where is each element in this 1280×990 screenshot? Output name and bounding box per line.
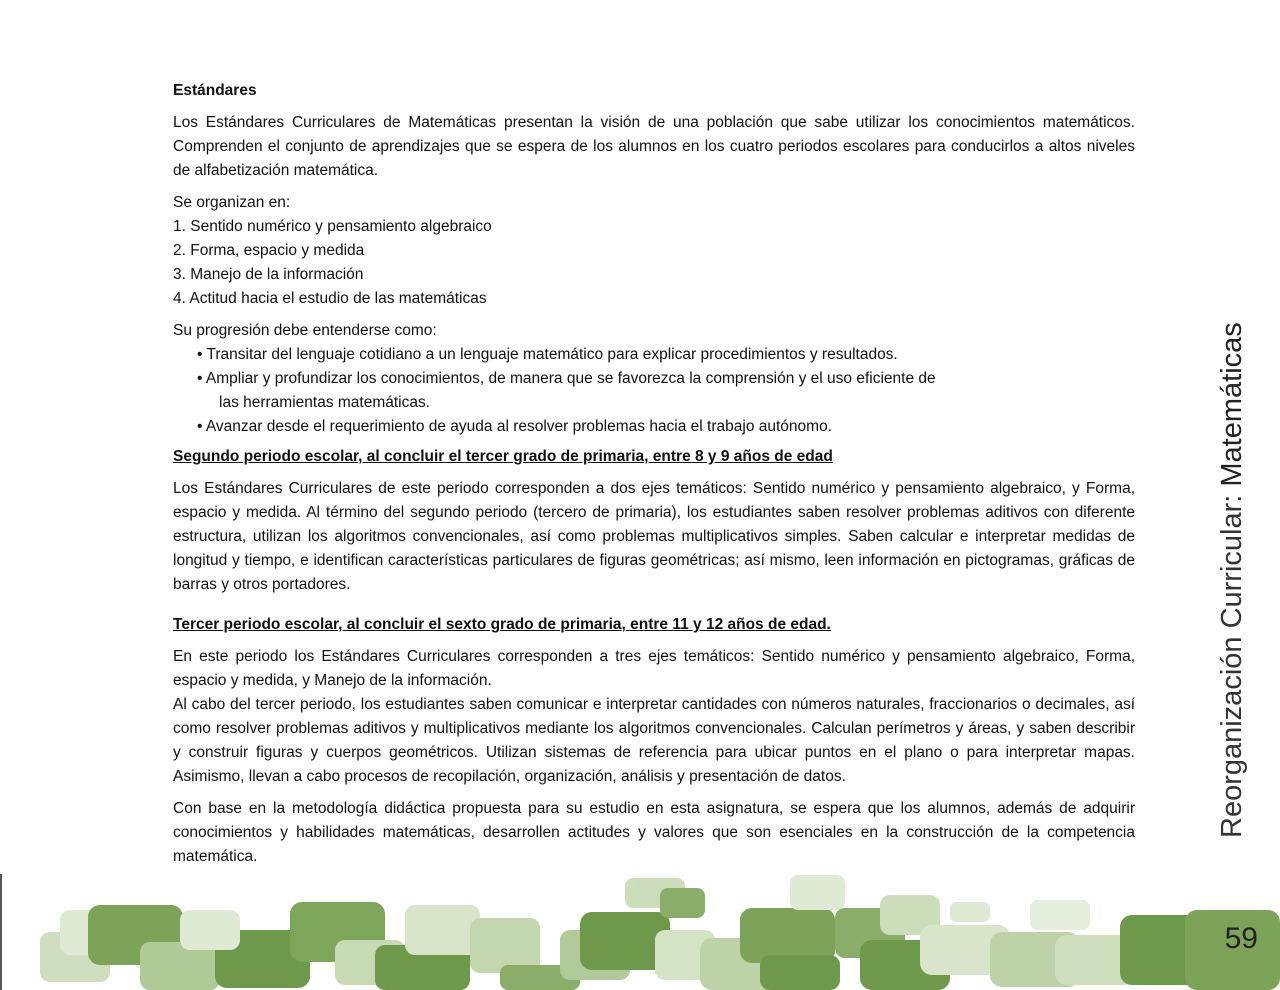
progress-item [173, 367, 1135, 415]
side-title-prefix: Reorganización Curricular: [1216, 486, 1248, 838]
segundo-periodo-paragraph: Los Estándares Curriculares de este periodo corresponden a dos ejes temáticos: Sentido numérico y pensamiento algebraico, y Forma, espacio y medida. Al término del segundo periodo (tercero de primaria), los estudiantes saben resolver problemas aditivos con diferente estructura, utilizan los algoritmos convencionales, así como problemas multiplicativos simples. Saben calcular e interpretar medidas de longitud y tiempo, e identifican características particulares de figuras geométricas; así mismo, leen información en pictogramas, gráficas de barras y otros portadores. [173, 480, 1135, 593]
page-number: 59 [1224, 922, 1258, 955]
intro-paragraph: Los Estándares Curriculares de Matemáticas presentan la visión de una población que sabe utilizar los conocimientos matemáticos. Comprenden el conjunto de aprendizajes que se espera de los alumnos en los cuatro periodos escolares para conducirlos a altos niveles de alfabetización matemática. [173, 114, 1135, 179]
heading-tercer-periodo: Tercer periodo escolar, al concluir el sexto grado de primaria, entre 11 y 12 años de edad. [173, 616, 831, 633]
side-title-subject: Matemáticas [1216, 322, 1248, 487]
progress-list [173, 319, 1135, 439]
side-title [1215, 322, 1249, 838]
organize-item: 3. Manejo de la información [173, 266, 364, 283]
left-margin-line [0, 874, 2, 990]
closing-paragraph: Con base en la metodología didáctica propuesta para su estudio en esta asignatura, se espera que los alumnos, además de adquirir conocimientos y habilidades matemáticas, desarrollen actitudes y valores que son esenciales en la construcción de la competencia matemática. [173, 800, 1135, 865]
decorative-footer-squares [0, 870, 1280, 990]
heading-estandares: Estándares [173, 82, 257, 99]
progress-item-line: • Ampliar y profundizar los conocimientos, de manera que se favorezca la comprensión y el uso eficiente de [197, 370, 936, 387]
organize-list [173, 191, 1135, 311]
progress-label: Su progresión debe entenderse como: [173, 322, 437, 339]
progress-item-continuation: las herramientas matemáticas. [219, 394, 431, 411]
organize-item: 4. Actitud hacia el estudio de las matemáticas [173, 290, 487, 307]
organize-item: 1. Sentido numérico y pensamiento algebraico [173, 218, 492, 235]
organize-item: 2. Forma, espacio y medida [173, 242, 365, 259]
heading-segundo-periodo: Segundo periodo escolar, al concluir el tercer grado de primaria, entre 8 y 9 años de edad [173, 448, 833, 465]
tercer-periodo-paragraph-1: En este periodo los Estándares Curriculares corresponden a tres ejes temáticos: Sentido numérico y pensamiento algebraico, Forma, espacio y medida, y Manejo de la información. [173, 648, 1135, 689]
progress-item: • Transitar del lenguaje cotidiano a un lenguaje matemático para explicar procedimientos y resultados. [197, 346, 898, 363]
document-body [173, 79, 1135, 877]
organize-label: Se organizan en: [173, 194, 291, 211]
progress-item: • Avanzar desde el requerimiento de ayuda al resolver problemas hacia el trabajo autónomo. [197, 418, 832, 435]
tercer-periodo-paragraph-2: Al cabo del tercer periodo, los estudiantes saben comunicar e interpretar cantidades con números naturales, fraccionarios o decimales, así como resolver problemas aditivos y multiplicativos mediante los algoritmos convencionales. Calculan perímetros y áreas, y saben describir y construir figuras y cuerpos geométricos. Utilizan sistemas de referencia para ubicar puntos en el plano o para interpretar mapas. Asimismo, llevan a cabo procesos de recopilación, organización, análisis y presentación de datos. [173, 696, 1135, 785]
